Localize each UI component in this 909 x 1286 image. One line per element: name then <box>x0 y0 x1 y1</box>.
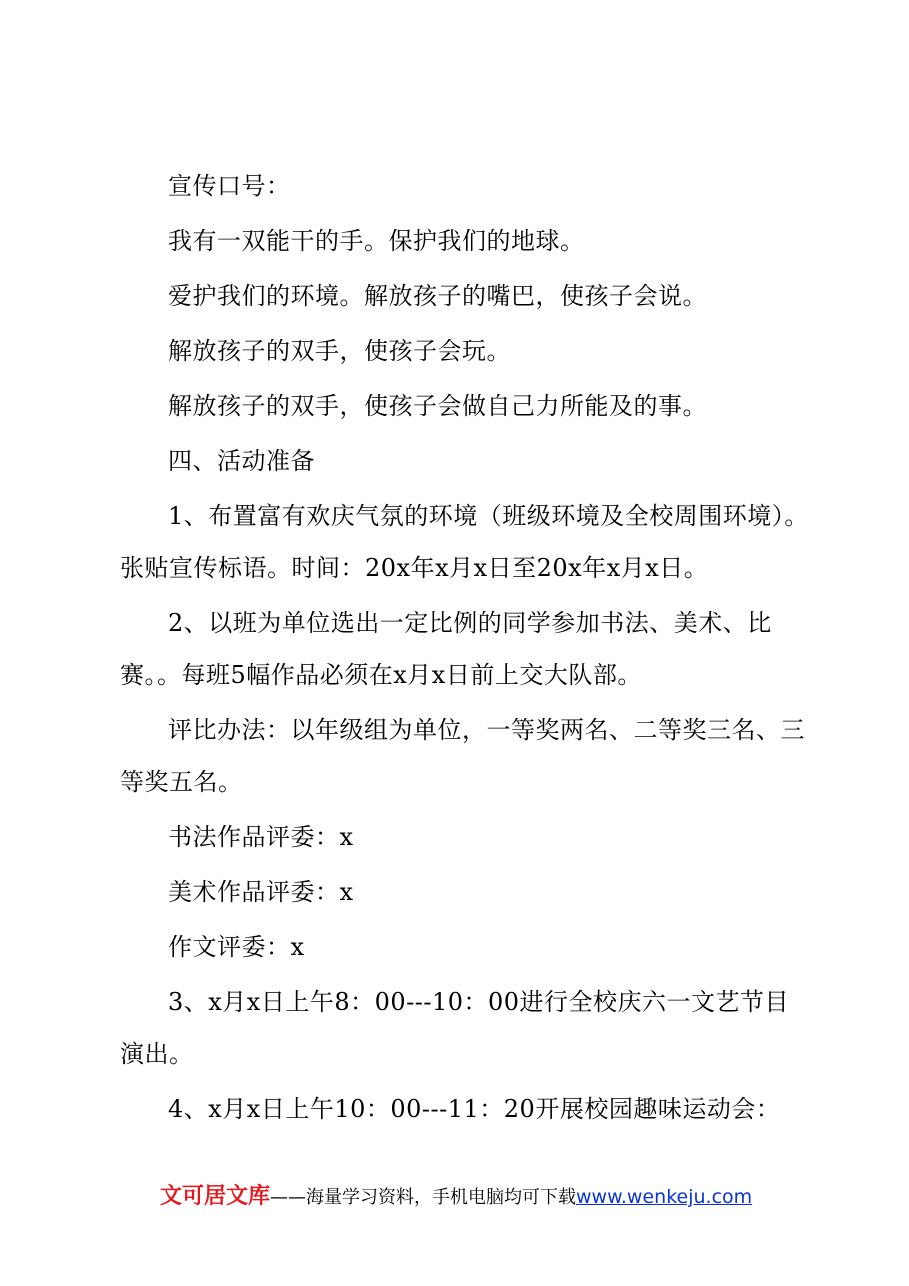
footer-slogan: ——海量学习资料，手机电脑均可下载 <box>270 1187 577 1208</box>
paragraph-slogan-3: 解放孩子的双手，使孩子会玩。 <box>168 337 511 365</box>
paragraph-slogan-2: 爱护我们的环境。解放孩子的嘴巴，使孩子会说。 <box>168 282 707 310</box>
paragraph-slogan-heading: 宣传口号： <box>168 172 291 200</box>
footer-brand-name: 文可居文库 <box>160 1184 271 1209</box>
paragraph-art-judges: 美术作品评委：x <box>168 878 354 906</box>
paragraph-slogan-1: 我有一双能干的手。保护我们的地球。 <box>168 227 585 255</box>
footer-website-link[interactable]: www.wenkeju.com <box>576 1186 753 1208</box>
paragraph-slogan-4: 解放孩子的双手，使孩子会做自己力所能及的事。 <box>168 392 707 420</box>
section-heading-preparation: 四、活动准备 <box>168 447 315 475</box>
document-body <box>120 160 810 1135</box>
paragraph-item-1: 1、布置富有欢庆气氛的环境（班级环境及全校周围环境）。张贴宣传标语。时间：20x年x月x日至20x年x月x日。 <box>120 502 809 582</box>
paragraph-evaluation-method: 评比办法：以年级组为单位，一等奖两名、二等奖三名、三等奖五名。 <box>120 716 805 796</box>
paragraph-item-4: 4、x月x日上午10：00---11：20开展校园趣味运动会： <box>168 1095 781 1123</box>
paragraph-item-2: 2、以班为单位选出一定比例的同学参加书法、美术、比赛。。每班5幅作品必须在x月x日前上交大队部。 <box>120 609 772 689</box>
paragraph-item-3: 3、x月x日上午8：00---10：00进行全校庆六一文艺节目演出。 <box>120 988 790 1068</box>
footer-banner <box>160 1180 800 1214</box>
paragraph-calligraphy-judges: 书法作品评委：x <box>168 823 354 851</box>
paragraph-essay-judges: 作文评委：x <box>168 933 305 961</box>
